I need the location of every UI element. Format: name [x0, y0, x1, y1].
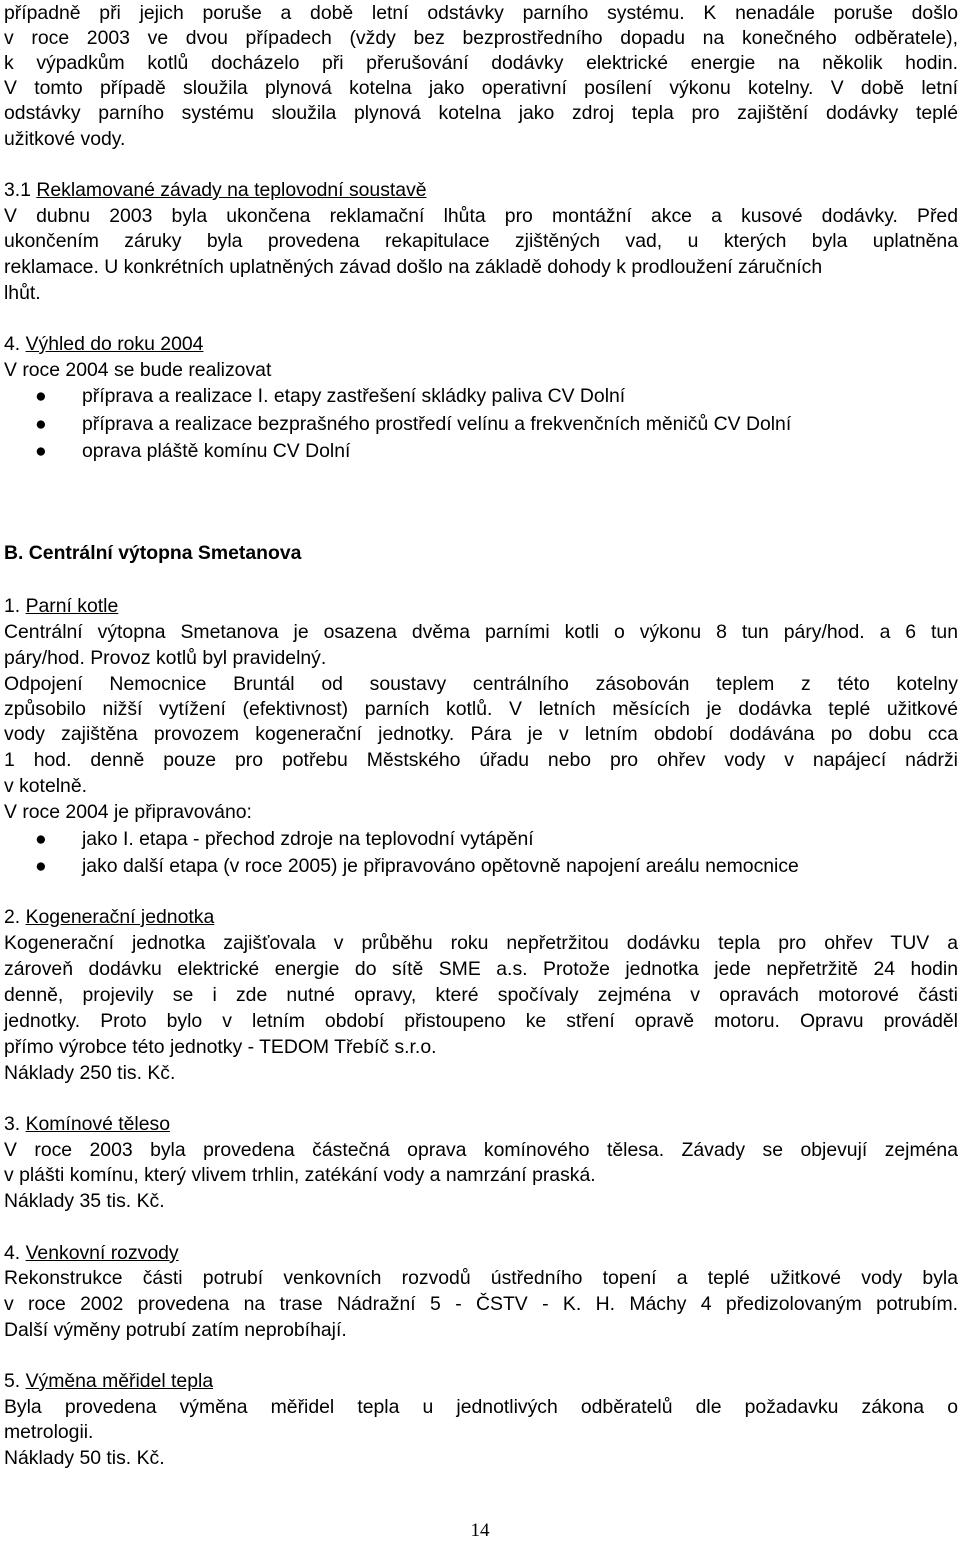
paragraph-line: Odpojení Nemocnice Bruntál od soustavy centrálního zásobován teplem z této kotelny — [4, 673, 958, 695]
paragraph-line: V tomto případě sloužila plynová kotelna jako operativní posílení výkonu kotelny. V době letní — [4, 77, 958, 99]
paragraph-line: denně, projevily se i zde nutné opravy, které spočívaly zejména v opravách motorové části — [4, 984, 958, 1006]
section-heading-2 — [4, 904, 214, 930]
list-item-text: jako další etapa (v roce 2005) je připravováno opětovně napojení areálu nemocnice — [82, 855, 799, 877]
paragraph-line: Byla provedena výměna měřidel tepla u jednotlivých odběratelů dle požadavku zákona o — [4, 1396, 958, 1418]
section-number: 1. — [4, 595, 26, 617]
section-heading-5 — [4, 1368, 213, 1394]
section-number: 2. — [4, 906, 26, 928]
paragraph-line: páry/hod. Provoz kotlů byl pravidelný. — [4, 647, 327, 669]
section-number: 5. — [4, 1370, 26, 1392]
paragraph-line: Rekonstrukce části potrubí venkovních rozvodů ústředního topení a teplé užitkové vody byla — [4, 1267, 958, 1289]
bullet-icon: ● — [35, 385, 47, 407]
section-number: 3.1 — [4, 179, 37, 201]
section-title: Venkovní rozvody — [25, 1242, 179, 1264]
paragraph-line: reklamace. U konkrétních uplatněných závad došlo na základě dohody k prodloužení záručních — [4, 256, 823, 278]
paragraph-line: odstávky parního systému sloužila plynová kotelna jako zdroj tepla pro zajištění dodávky teplé — [4, 102, 958, 124]
bullet-icon: ● — [35, 413, 47, 435]
paragraph-line: V dubnu 2003 byla ukončena reklamační lhůta pro montážní akce a kusové dodávky. Před — [4, 205, 958, 227]
list-item-text: příprava a realizace bezprašného prostředí velínu a frekvenčních měničů CV Dolní — [82, 413, 792, 435]
bullet-icon: ● — [35, 828, 47, 850]
paragraph-line: Náklady 35 tis. Kč. — [4, 1190, 165, 1212]
paragraph-line: ukončením záruky byla provedena rekapitulace zjištěných vad, u kterých byla uplatněna — [4, 230, 958, 252]
section-title: Reklamované závady na teplovodní soustavě — [36, 179, 427, 201]
page-number: 14 — [470, 1520, 490, 1541]
paragraph-line: metrologii. — [4, 1421, 94, 1443]
list-item — [4, 411, 958, 437]
section-title: Komínové těleso — [25, 1113, 170, 1135]
section-number: 4. — [4, 1242, 26, 1264]
section-heading-4 — [4, 331, 203, 357]
list-item-text: příprava a realizace I. etapy zastřešení skládky paliva CV Dolní — [82, 385, 626, 407]
section-number: 4. — [4, 333, 26, 355]
section-title: Výhled do roku 2004 — [25, 333, 204, 355]
paragraph-line: užitkové vody. — [4, 128, 126, 150]
paragraph-line: lhůt. — [4, 282, 41, 304]
paragraph-line: Kogenerační jednotka zajišťovala v průběhu roku nepřetržitou dodávku tepla pro ohřev TUV a — [4, 932, 958, 954]
section-title: Kogenerační jednotka — [25, 906, 215, 928]
section-heading-4b — [4, 1240, 179, 1266]
paragraph-line: v kotelně. — [4, 775, 87, 797]
paragraph-line: jednotky. Proto bylo v letním období přistoupeno ke stření opravě motoru. Opravu prováděl — [4, 1010, 958, 1032]
paragraph-line: v roce 2003 ve dvou případech (vždy bez bezprostředního dopadu na konečného odběratele), — [4, 27, 958, 49]
section-heading-1 — [4, 593, 118, 619]
section-title: Parní kotle — [25, 595, 119, 617]
paragraph-line: V roce 2003 byla provedena částečná oprava komínového tělesa. Závady se objevují zejména — [4, 1139, 958, 1161]
paragraph-line: způsobilo nižší vytížení (efektivnost) parních kotlů. V letních měsících je dodávka teplé užitkové — [4, 698, 958, 720]
bullet-icon: ● — [35, 855, 47, 877]
paragraph-line: Další výměny potrubí zatím neprobíhají. — [4, 1319, 347, 1341]
section-number: 3. — [4, 1113, 26, 1135]
section-title: Výměna měřidel tepla — [25, 1370, 214, 1392]
list-item — [4, 826, 958, 852]
list-item — [4, 383, 958, 409]
paragraph-line: Náklady 50 tis. Kč. — [4, 1447, 165, 1469]
paragraph-line: zároveň dodávku elektrické energie do sítě SME a.s. Protože jednotka jede nepřetržitě 24 hodin — [4, 958, 958, 980]
paragraph-line: k výpadkům kotlů docházelo při přerušování dodávky elektrické energie na několik hodin. — [4, 52, 958, 74]
paragraph-line: Centrální výtopna Smetanova je osazena dvěma parními kotli o výkonu 8 tun páry/hod. a 6 tun — [4, 621, 958, 643]
paragraph-line: V roce 2004 se bude realizovat — [4, 359, 272, 381]
paragraph-line: vody zajištěna provozem kogenerační jednotky. Pára je v letním období dodávána po dobu cca — [4, 723, 958, 745]
paragraph-line: v plášti komínu, který vlivem trhlin, zatékání vody a namrzání praská. — [4, 1164, 596, 1186]
paragraph-line: v roce 2002 provedena na trase Nádražní 5 - ČSTV - K. H. Máchy 4 předizolovaným potrubím. — [4, 1293, 958, 1315]
list-item — [4, 438, 958, 464]
section-heading-3 — [4, 1111, 170, 1137]
paragraph-line: případně při jejich poruše a době letní odstávky parního systému. K nenadále poruše došlo — [4, 2, 958, 24]
list-item-text: jako I. etapa - přechod zdroje na teplovodní vytápění — [82, 828, 534, 850]
bullet-icon: ● — [35, 440, 47, 462]
paragraph-line: Náklady 250 tis. Kč. — [4, 1062, 176, 1084]
paragraph-line: přímo výrobce této jednotky - TEDOM Třebíč s.r.o. — [4, 1036, 437, 1058]
chapter-heading: B. Centrální výtopna Smetanova — [4, 542, 302, 564]
list-item — [4, 853, 958, 879]
section-heading-3-1 — [4, 177, 427, 203]
list-item-text: oprava pláště komínu CV Dolní — [82, 440, 351, 462]
paragraph-line: V roce 2004 je připravováno: — [4, 801, 252, 823]
paragraph-line: 1 hod. denně pouze pro potřebu Městského úřadu nebo pro ohřev vody v napájecí nádrži — [4, 749, 958, 771]
